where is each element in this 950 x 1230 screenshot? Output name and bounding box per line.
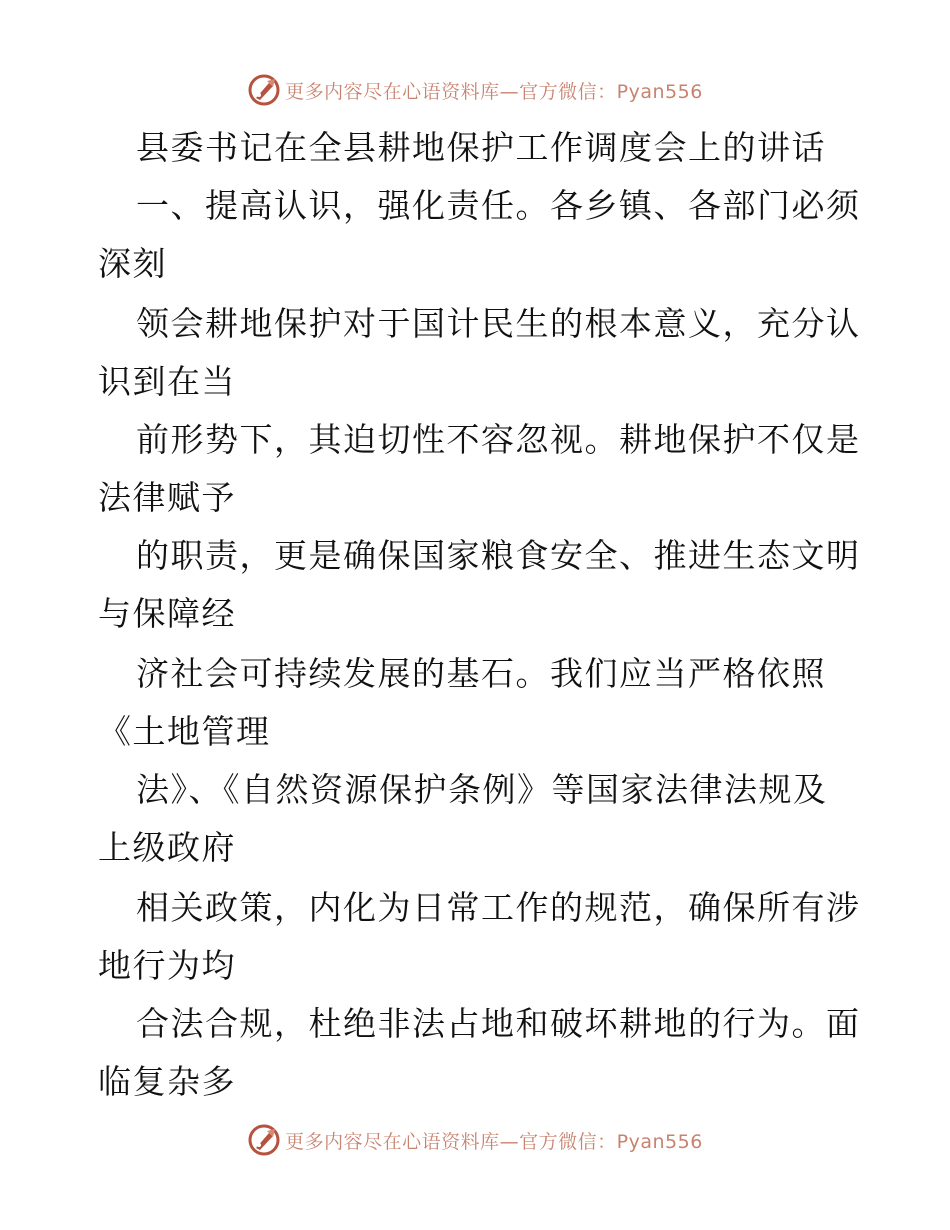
paragraph-line: 相关政策，内化为日常工作的规范，确保所有涉 — [136, 888, 861, 927]
paragraph-line: 法律赋予 — [98, 478, 236, 517]
paragraph-line: 临复杂多 — [98, 1062, 236, 1101]
header-banner — [0, 70, 950, 110]
footer-banner — [0, 1120, 950, 1160]
paragraph-line: 领会耕地保护对于国计民生的根本意义，充分认 — [136, 304, 861, 343]
pen-logo-icon — [247, 73, 281, 107]
paragraph-line: 《土地管理 — [98, 712, 271, 751]
banner-text: 更多内容尽在心语资料库—官方微信：Pyan556 — [285, 1130, 703, 1153]
document-title: 县委书记在全县耕地保护工作调度会上的讲话 — [136, 128, 826, 167]
paragraph-line: 识到在当 — [98, 362, 236, 401]
paragraph-line: 法》、《自然资源保护条例》等国家法律法规及 — [136, 770, 828, 809]
paragraph-line: 济社会可持续发展的基石。我们应当严格依照 — [136, 654, 826, 693]
paragraph-line: 合法合规，杜绝非法占地和破坏耕地的行为。面 — [136, 1004, 861, 1043]
paragraph-line: 上级政府 — [98, 828, 236, 867]
paragraph-line: 与保障经 — [98, 594, 236, 633]
paragraph-line: 的职责，更是确保国家粮食安全、推进生态文明 — [136, 536, 861, 575]
paragraph-line: 前形势下，其迫切性不容忽视。耕地保护不仅是 — [136, 420, 861, 459]
paragraph-line: 深刻 — [98, 244, 167, 283]
paragraph-line: 一、提高认识，强化责任。各乡镇、各部门必须 — [136, 186, 861, 225]
banner-text: 更多内容尽在心语资料库—官方微信：Pyan556 — [285, 80, 703, 103]
paragraph-line: 地行为均 — [98, 946, 236, 985]
pen-logo-icon — [247, 1123, 281, 1157]
